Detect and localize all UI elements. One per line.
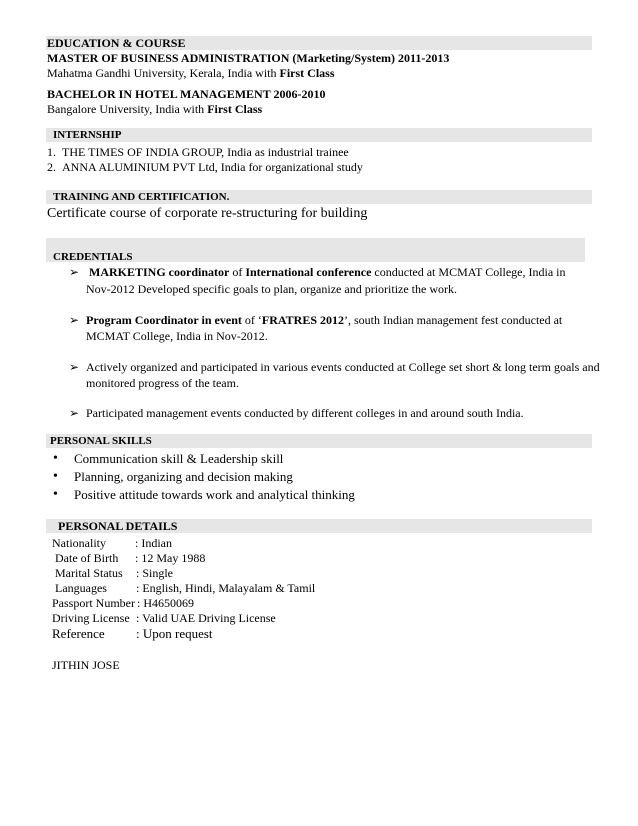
credentials-heading: CREDENTIALS xyxy=(53,251,133,263)
education-heading: EDUCATION & COURSE xyxy=(47,36,186,50)
personal-heading: PERSONAL DETAILS xyxy=(58,519,178,533)
credential-item: Actively organized and participated in various events conducted at College set short & long term goals and xyxy=(86,360,600,374)
detail-label: Driving License xyxy=(52,611,130,625)
internship-heading: INTERNSHIP xyxy=(53,129,122,141)
detail-label: Reference xyxy=(52,626,105,641)
detail-label: Date of Birth xyxy=(55,551,119,565)
detail-value: : Indian xyxy=(135,536,172,550)
detail-label: Nationality xyxy=(52,536,106,550)
detail-value: : Single xyxy=(136,566,174,580)
bullet-icon: • xyxy=(53,469,58,484)
bullet-icon: • xyxy=(53,451,58,466)
detail-label: Passport Number xyxy=(52,596,135,610)
detail-label: Marital Status xyxy=(55,566,123,580)
detail-value: : Valid UAE Driving License xyxy=(136,611,276,625)
bullet-icon: • xyxy=(53,487,58,502)
arrow-bullet-icon: ➢ xyxy=(69,360,80,374)
bhm-detail: Bangalore University, India with First Class xyxy=(47,102,263,116)
detail-value: : 12 May 1988 xyxy=(135,551,206,565)
signature-name: JITHIN JOSE xyxy=(52,658,120,672)
detail-value: : H4650069 xyxy=(137,596,194,610)
detail-value: : Upon request xyxy=(136,626,213,641)
detail-label: Languages xyxy=(55,581,107,595)
skills-heading: PERSONAL SKILLS xyxy=(50,435,152,447)
skill-item: Planning, organizing and decision making xyxy=(74,469,293,484)
training-text: Certificate course of corporate re-structuring for building xyxy=(47,206,368,221)
credential-item: MARKETING coordinator of International conference conducted at MCMAT College, India in xyxy=(89,265,566,279)
arrow-bullet-icon: ➢ xyxy=(69,265,80,279)
credential-item-line2: MCMAT College, India in Nov-2012. xyxy=(86,329,268,343)
credential-item: Program Coordinator in event of ‘FRATRES 2012’, south Indian management fest conducted at xyxy=(86,313,563,327)
arrow-bullet-icon: ➢ xyxy=(69,313,80,327)
internship-item: 1. THE TIMES OF INDIA GROUP, India as industrial trainee xyxy=(47,145,349,159)
skill-item: Communication skill & Leadership skill xyxy=(74,451,284,466)
arrow-bullet-icon: ➢ xyxy=(69,406,80,420)
detail-value: : English, Hindi, Malayalam & Tamil xyxy=(136,581,316,595)
credential-item: Participated management events conducted by different colleges in and around south India. xyxy=(86,406,524,420)
credential-item-line2: monitored progress of the team. xyxy=(86,376,239,390)
credential-item-line2: Nov-2012 Developed specific goals to plan, organize and prioritize the work. xyxy=(86,282,457,296)
internship-item: 2. ANNA ALUMINIUM PVT Ltd, India for organizational study xyxy=(47,160,363,174)
mba-title: MASTER OF BUSINESS ADMINISTRATION (Marketing/System) 2011-2013 xyxy=(47,51,450,65)
bhm-title: BACHELOR IN HOTEL MANAGEMENT 2006-2010 xyxy=(47,87,326,101)
skill-item: Positive attitude towards work and analytical thinking xyxy=(74,487,355,502)
training-heading: TRAINING AND CERTIFICATION. xyxy=(53,191,230,203)
internship-heading-bar xyxy=(46,128,592,142)
mba-detail: Mahatma Gandhi University, Kerala, India with First Class xyxy=(47,66,335,80)
